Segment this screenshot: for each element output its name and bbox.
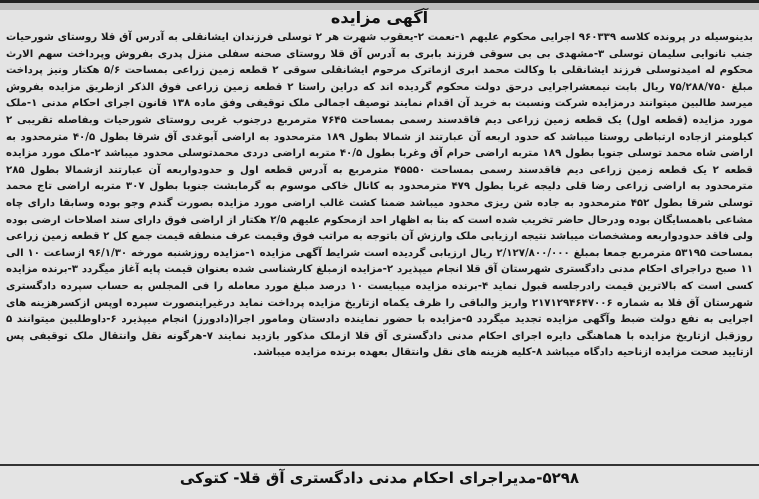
notice-title: آگهی مزایده — [330, 8, 429, 27]
notice-footer: ۵۲۹۸-مدیراجرای احکام مدنی دادگستری آق قلا- کتوکی — [179, 469, 580, 487]
footer-divider — [0, 464, 759, 466]
notice-body-text: بدینوسیله در پرونده کلاسه ۹۶۰۳۳۹ اجرایی محکوم علیهم ۱-نعمت ۲-یعقوب شهرت هر ۲ توسلی فرزندان ایشانقلی به آدرس آق قلا روستای شورحیات جنب نانوایی سلیمان توسلی ۳-مشهدی بی بی سوقی فرزند بابری به آدرس آق قلا روستای صحنه سفلی منزل پدری بفروش وپرداخت سهم الارث محکوم له امیدتوسلی فرزند ایشانقلی با وکالت محمد ابری ازماترک مرحوم ایشانقلی سوقی ۲ قطعه زمین زراعی بمساحت ۵/۶ هکتار ونیز پرداخت مبلغ ۷۵/۲۸۸/۷۵۰ ریال بابت نیمعشراجرایی درحق دولت محکوم گردیده اند که دراین راستا ۲ قطعه زمین زراعی فوق الذکر ازطریق مزایده بفروش میرسد طالبین میتوانند درمزایده شرکت ونسبت به خرید آن اقدام نمایند توصیف اجمالی ملک توقیفی وفق ماده ۱۳۸ قانون اجرای احکام مدنی ۱-ملک مورد مزایده (قطعه اول) یک قطعه زمین زراعی دیم فاقدسند رسمی بمساحت ۷۶۴۵ مترمربع درجنوب غربی روستای شورحیات وبفاصله تقریبی ۲ کیلومتر ازجاده ارتباطی روستا میباشد که حدود اربعه آن عبارتند از شمالا بطول ۱۸۹ مترمحدود به اراضی آبوغدی آق شرقا بطول ۴۰/۵ مترمحدود به اراضی شاه محمد توسلی جنوبا بطول ۱۸۹ متربه اراضی حرام آق وغربا بطول ۴۰/۵ متربه اراضی دردی محمدتوسلی محدود میباشد ۲-ملک مورد مزایده قطعه ۲ یک قطعه زمین زراعی دیم فاقدسند رسمی بمساحت ۴۵۵۵۰ مترمربع به آدرس قطعه اول و حدودواربعه آن عبارتند ازشمالا بطول ۲۸۵ مترمحدود به اراضی زراعی رضا قلی دلیجه غربا بطول ۴۷۹ مترمحدود به کانال خاکی موسوم به گرمابشت جنوبا بطول ۳۰۷ متربه اراضی تاج محمد توسلی شرقا بطول ۴۵۲ مترمحدود به جاده شن ریزی محدود میباشد ضمنا کشت غالب اراضی مورد مزایده بصورت گندم وجو بوده وسابقا دارای چاه مشاعی باهمسایگان بوده ودرحال حاضر تخریب شده است که بنا به اظهار احد ازمحکوم علیهم ۲/۵ هکتار از اراضی فوق دارای سند اصلاحات ارضی بوده ولی فاقد حدودواربعه ومشخصات میباشد نتیجه ارزیابی ملک وارزش آن باتوجه به مراتب فوق وقیمت عرف منطقه قیمت جمع کل ۲ قطعه زمین زراعی بمساحت ۵۳۱۹۵ مترمربع جمعا بمبلغ ۲/۱۲۷/۸۰۰/۰۰۰ ریال ارزیابی گردیده است شرایط آگهی مزایده ۱-مزایده روزشنبه مورخه ۹۶/۱/۳۰ ازساعت ۱۰ الی ۱۱ صبح دراجرای احکام مدنی دادگستری شهرستان آق قلا انجام میپذیرد ۲-مزایده ازمبلغ کارشناسی شده بعنوان قیمت پایه آغاز میگردد ۳-برنده مزایده کسی است که بالاترین قیمت رادرجلسه قبول نماید ۴-برنده مزایده میبایست ۱۰ درصد مبلغ مورد معامله را فی المجلس به حساب سپرده دادگستری شهرستان آق قلا به شماره ۲۱۷۱۲۹۴۶۴۷۰۰۶ واریز والباقی را ظرف یکماه ازتاریخ مزایده پرداخت نماید درغیراینصورت سپرده اوپس ازکسرهزینه های اجرایی به نفع دولت ضبط وآگهی مزایده تجدید میگردد ۵-مزایده با حضور نماینده دادستان ومامور اجرا(دادورز) انجام میپذیرد ۶-داوطلبین میتوانند ۵ روزقبل ازتاریخ مزایده با هماهنگی دایره اجرای احکام مدنی دادگستری آق قلا ازملک مذکور بازدید نمایند ۷-هرگونه نقل وانتقال ملک توقیفی پس ازتایید صحت مزایده ازناحیه دادگاه میباشد ۸-کلیه هزینه های نقل وانتقال بعهده برنده مزایده میباشد. — [6, 32, 754, 359]
notice-body — [6, 30, 753, 362]
